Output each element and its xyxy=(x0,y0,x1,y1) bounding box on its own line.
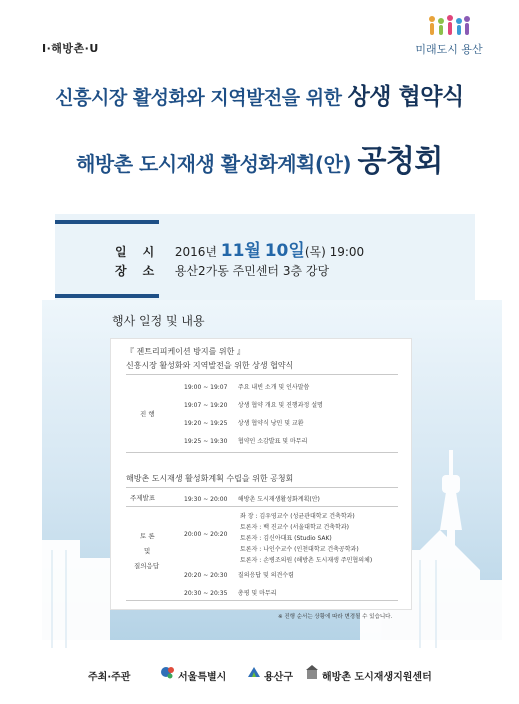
schedule-desc: 주요 내빈 소개 및 인사말씀 xyxy=(237,384,310,391)
schedule-desc: 질의응답 및 의견수렴 xyxy=(237,572,294,579)
program-section-title: 행사 일정 및 내용 xyxy=(112,314,205,328)
part2-bottom-divider xyxy=(126,600,398,601)
title-line-1-prefix: 신흥시장 활성화와 지역발전을 위한 xyxy=(55,87,342,109)
part2-title: 해방촌 도시재생 활성화계획 수립을 위한 공청회 xyxy=(126,474,294,483)
schedule-row xyxy=(184,436,307,445)
title-line-2-prefix: 해방촌 도시재생 활성화계획(안) xyxy=(76,152,351,176)
divider-bottom xyxy=(55,294,159,298)
panel-member: 토론자 : 김신아대표 (Studio SAK) xyxy=(240,535,332,542)
qa-label: 질의응답 xyxy=(134,562,160,570)
org-seoul: 서울특별시 xyxy=(178,672,227,683)
regeneration-center-logo-icon xyxy=(305,664,319,680)
part1-divider xyxy=(126,374,398,375)
panel-member: 토론자 : 손병조의원 (해방촌 도시재생 주민협의체) xyxy=(240,557,373,564)
panel-member: 토론자 : 백 진교수 (서울대학교 건축학과) xyxy=(240,524,349,531)
event-place-row xyxy=(115,262,329,279)
schedule-time: 19:07 ~ 19:20 xyxy=(184,402,228,409)
schedule-time: 19:25 ~ 19:30 xyxy=(184,438,228,445)
schedule-row xyxy=(184,588,277,597)
discussion-and-label: 및 xyxy=(144,547,151,555)
title-line-1-emphasis: 상생 협약식 xyxy=(347,84,464,110)
date-weekday: (목) xyxy=(304,245,326,259)
part1-subtitle: 『 젠트리피케이션 방지를 위한 』 xyxy=(126,347,245,356)
schedule-time: 20:30 ~ 20:35 xyxy=(184,590,228,597)
yongsan-logo-text: 미래도시 용산 xyxy=(415,43,483,56)
schedule-row xyxy=(184,494,320,503)
panel-member: 토론자 : 나인수교수 (인천대학교 건축공학과) xyxy=(240,546,359,553)
schedule-desc: 상생 협약식 낭민 및 교환 xyxy=(237,420,304,427)
part1-label: 진 행 xyxy=(140,410,155,418)
org-regeneration-center: 해방촌 도시재생지원센터 xyxy=(322,672,432,683)
schedule-desc: 총평 및 마무리 xyxy=(237,590,277,597)
schedule-note: ※ 진행 순서는 상황에 따라 변경될 수 있습니다. xyxy=(278,614,393,620)
schedule-desc: 해방촌 도시재생활성화계획(안) xyxy=(237,496,320,503)
date-year: 2016년 xyxy=(174,245,217,259)
part1-bottom-divider xyxy=(126,452,398,453)
yongsan-logo xyxy=(414,14,484,57)
schedule-time: 19:30 ~ 20:00 xyxy=(184,496,228,503)
schedule-time: 19:20 ~ 19:25 xyxy=(184,420,228,427)
event-date-row xyxy=(115,236,364,261)
discussion-time: 20:00 ~ 20:20 xyxy=(184,531,228,538)
presentation-divider xyxy=(126,506,398,507)
title-line-2-emphasis: 공청회 xyxy=(357,144,443,179)
place-label: 장소 xyxy=(115,264,171,278)
seoul-logo-icon xyxy=(160,664,176,680)
schedule-desc: 상생 협약 개요 및 진행과정 설명 xyxy=(237,402,323,409)
date-month: 11월 xyxy=(220,241,261,261)
haebangchon-logo: I·해방촌·U xyxy=(42,42,99,55)
schedule-row xyxy=(184,570,294,579)
title-line-2 xyxy=(0,136,519,180)
org-yongsan-gu: 용산구 xyxy=(264,672,293,683)
host-label: 주최·주관 xyxy=(88,672,131,683)
presentation-label: 주제발표 xyxy=(130,494,156,502)
schedule-row xyxy=(184,418,304,427)
part1-title: 신흥시장 활성화와 지역발전을 위한 상생 협약식 xyxy=(126,361,294,370)
discussion-label: 토 론 xyxy=(140,532,155,540)
date-time: 19:00 xyxy=(329,245,365,259)
panel-member: 좌 장 : 김우영교수 (성균관대학교 건축학과) xyxy=(240,513,355,520)
people-icon xyxy=(426,14,472,40)
schedule-time: 20:20 ~ 20:30 xyxy=(184,572,228,579)
yongsan-gu-logo-icon xyxy=(246,664,262,680)
schedule-desc: 협약인 소감발표 및 마무리 xyxy=(237,438,308,445)
schedule-time: 19:00 ~ 19:07 xyxy=(184,384,228,391)
title-line-1 xyxy=(0,78,519,111)
part2-divider xyxy=(126,487,398,488)
date-label: 일시 xyxy=(115,245,171,259)
place-value: 용산2가동 주민센터 3층 강당 xyxy=(174,264,330,278)
schedule-row xyxy=(184,400,323,409)
schedule-row xyxy=(184,382,309,391)
divider-top xyxy=(55,220,159,224)
date-day: 10일 xyxy=(264,241,305,261)
